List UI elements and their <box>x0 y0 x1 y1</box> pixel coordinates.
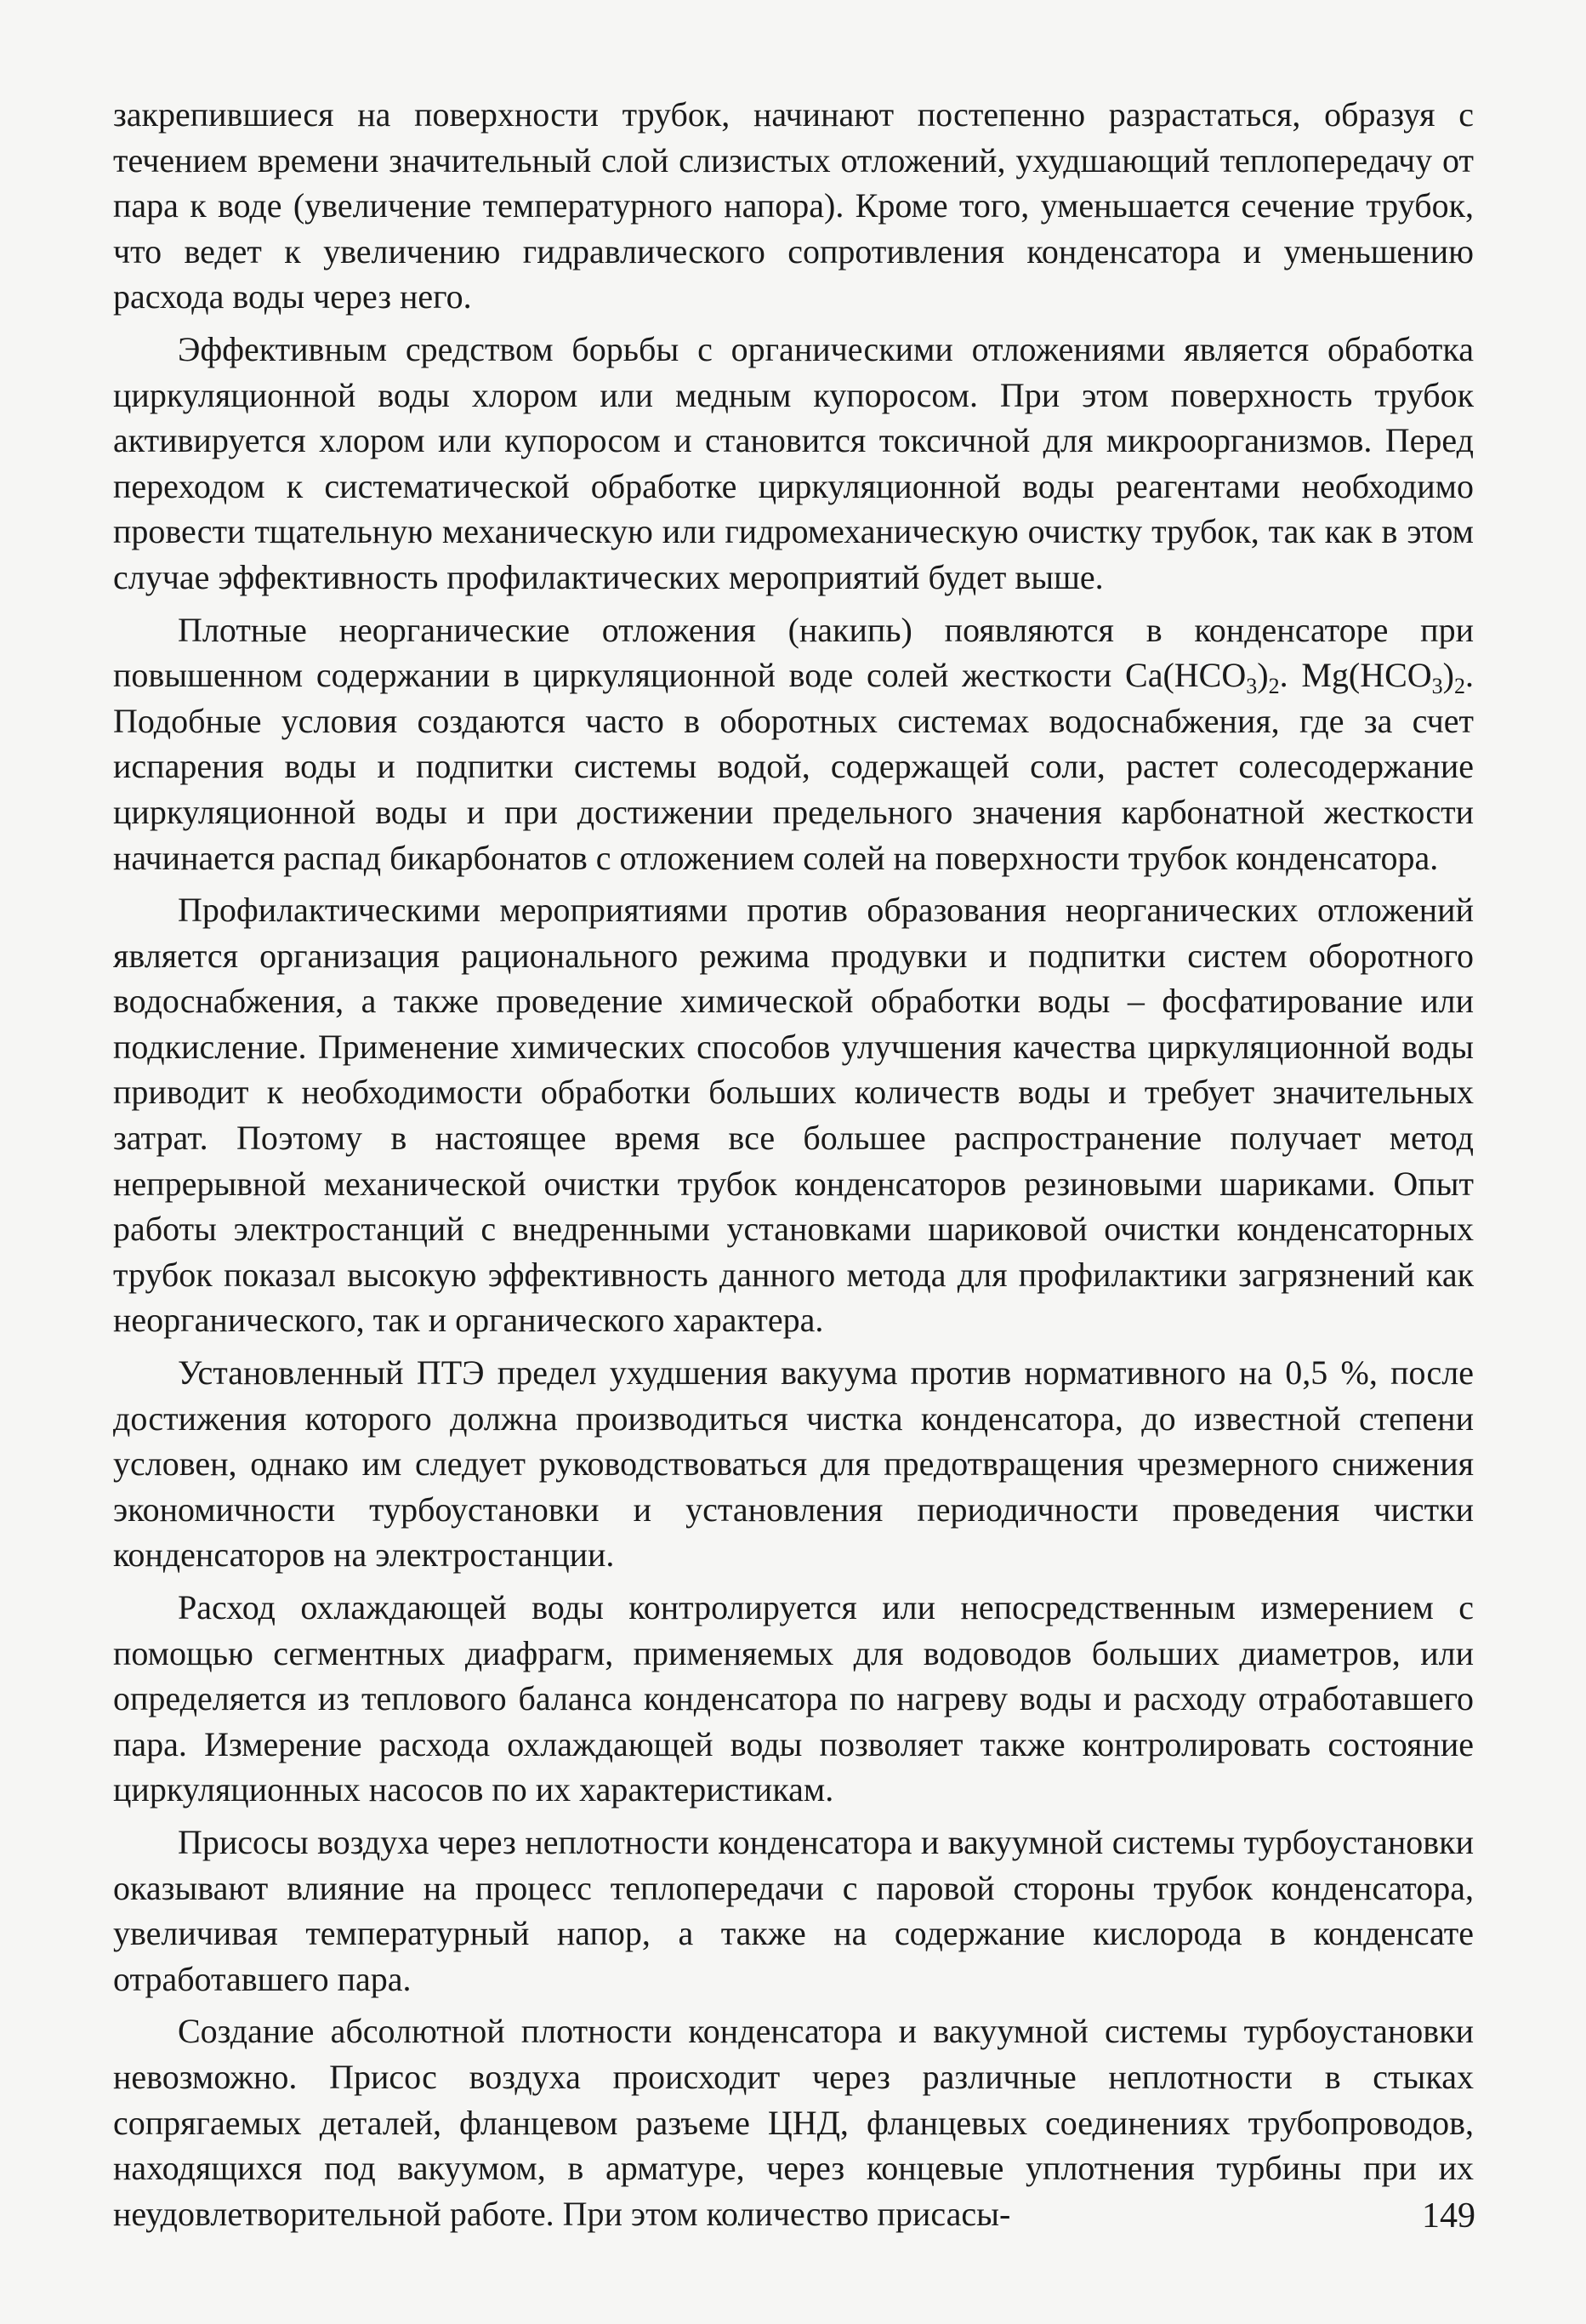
paragraph-2: Эффективным средством борьбы с органическими отложениями является обработка циркуляционной воды хлором или медным купоросом. При этом поверхность трубок активируется хлором или купоросом и становится токсичной для микроорганизмов. Перед переходом к систематической обработке циркуляционной воды реагентами необходимо провести тщательную механическую или гидромеханическую очистку трубок, так как в этом случае эффективность профилактических мероприятий будет выше. <box>113 329 1474 596</box>
paragraph-3-text-c: . Mg(HCO <box>1279 656 1432 695</box>
paragraph-6: Расход охлаждающей воды контролируется или непосредственным измерением с помощью сегментных диафрагм, применяемых для водоводов больших диаметров, или определяется из теплового баланса конденсатора по нагреву воды и расходу отработавшего пара. Измерение расхода охлаждающей воды позволяет также контролировать состояние циркуляционных насосов по их характеристикам. <box>113 1588 1474 1809</box>
subscript: 2 <box>1268 674 1280 699</box>
paragraph-3-text-a: Плотные неорганические отложения (накипь) появляются в конденсаторе при повышенном содержании в циркуляционной воде солей жесткости Ca(HCO <box>113 610 1474 695</box>
page-body <box>113 92 1474 2243</box>
paragraph-5: Установленный ПТЭ предел ухудшения вакуума против нормативного на 0,5 %, после достижения которого должна производиться чистка конденсатора, до известной степени условен, однако им следует руководствоваться для предотвращения чрезмерного снижения экономичности турбоустановки и установления периодичности проведения чистки конденсаторов на электростанции. <box>113 1353 1474 1575</box>
page-number: 149 <box>1422 2196 1475 2236</box>
subscript: 2 <box>1454 674 1465 699</box>
paragraph-3-text-b: ) <box>1257 656 1269 695</box>
paragraph-1: закрепившиеся на поверхности трубок, начинают постепенно разрастаться, образуя с течением времени значительный слой слизистых отложений, ухудшающий теплопередачу от пара к воде (увеличение температурного напора). Кроме того, уменьшается сечение трубок, что ведет к увеличению гидравлического сопротивления конденсатора и уменьшению расхода воды через него. <box>113 95 1474 316</box>
paragraph-3-text-e: . Подобные условия создаются часто в оборотных системах водоснабжения, где за счет испарения воды и подпитки системы водой, содержащей соли, растет солесодержание циркуляционной воды и при достижении предельного значения карбонатной жесткости начинается распад бикарбонатов с отложением солей на поверхности трубок конденсатора. <box>113 656 1474 877</box>
paragraph-7: Присосы воздуха через неплотности конденсатора и вакуумной системы турбоустановки оказывают влияние на процесс теплопередачи с паровой стороны трубок конденсатора, увеличивая температурный напор, а также на содержание кислорода в конденсате отработавшего пара. <box>113 1822 1474 1998</box>
subscript: 3 <box>1246 674 1258 699</box>
paragraph-8: Создание абсолютной плотности конденсатора и вакуумной системы турбоустановки невозможно. Присос воздуха происходит через различные неплотности в стыках сопрягаемых деталей, фланцевом разъеме ЦНД, фланцевых соединениях трубопроводов, находящихся под вакуумом, в арматуре, через концевые уплотнения турбины при их неудовлетворительной работе. При этом количество присасы- <box>113 2012 1474 2233</box>
paragraph-3 <box>113 607 1474 881</box>
paragraph-4: Профилактическими мероприятиями против образования неорганических отложений является организация рационального режима продувки и подпитки систем оборотного водоснабжения, а также проведение химической обработки воды – фосфатирование или подкисление. Применение химических способов улучшения качества циркуляционной воды приводит к необходимости обработки больших количеств воды и требует значительных затрат. Поэтому в настоящее время все большее распространение получает метод непрерывной механической очистки трубок конденсаторов резиновыми шариками. Опыт работы электростанций с внедренными установками шариковой очистки конденсаторных трубок показал высокую эффективность данного метода для профилактики загрязнений как неорганического, так и органического характера. <box>113 891 1474 1340</box>
paragraph-3-text-d: ) <box>1442 656 1454 695</box>
subscript: 3 <box>1431 674 1443 699</box>
